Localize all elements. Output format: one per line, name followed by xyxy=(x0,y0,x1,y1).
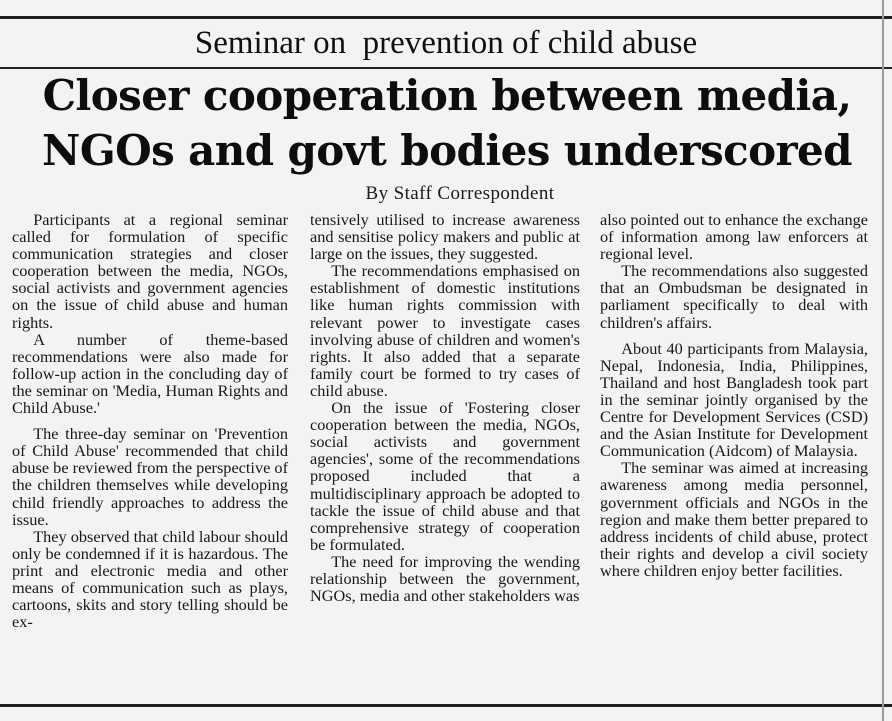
paragraph: The recommendations also suggested that an Ombudsman be designated in parliament specifically to deal with children's affairs. xyxy=(600,261,868,332)
page-edge-line xyxy=(882,0,884,721)
paragraph: also pointed out to enhance the exchange of information among law enforcers at regional level. xyxy=(600,210,868,264)
paragraph: About 40 participants from Malaysia, Nepal, Indonesia, India, Philippines, Thailand and host Bangladesh took part in the seminar jointly organised by the Centre for Development Services (CSD) and the Asian Institute for Development Communication (Aidcom) of Malaysia. xyxy=(600,338,868,461)
bottom-rule xyxy=(0,704,892,707)
top-rule xyxy=(0,16,892,19)
headline xyxy=(4,68,890,178)
paragraph: The seminar was aimed at increasing awareness among media personnel, government officials and NGOs in the region and make them better prepared to address incidents of child abuse, protect their rights and develop a civil society where children enjoy better facilities. xyxy=(600,458,868,580)
paragraph: On the issue of 'Fostering closer cooperation between the media, NGOs, social activists and government agencies', some of the recommendations proposed included that a multidisciplinary approach be adopted to tackle the issue of child abuse and that comprehensive strategy of cooperation be formulated. xyxy=(310,398,580,554)
byline: By Staff Correspondent xyxy=(365,183,555,204)
article-column-2 xyxy=(310,211,580,604)
paragraph: The three-day seminar on 'Prevention of Child Abuse' recommended that child abuse be reviewed from the perspective of the children themselves while developing child friendly approaches to address the issue. xyxy=(12,424,288,529)
kicker-title: Seminar on prevention of child abuse xyxy=(194,25,698,61)
article-column-1 xyxy=(12,211,288,630)
paragraph: Participants at a regional seminar called for formulation of specific communication strategies and closer cooperation between the media, NGOs, social activists and government agencies on the issue of child abuse and human rights. xyxy=(12,210,288,332)
paragraph: A number of theme-based recommendations were also made for follow-up action in the concluding day of the seminar on 'Media, Human Rights and Child Abuse.' xyxy=(12,329,288,418)
headline-line-1: Closer cooperation between media, xyxy=(42,71,852,120)
paragraph: The need for improving the wending relationship between the government, NGOs, media and other stakeholders was xyxy=(310,551,580,606)
article-column-3 xyxy=(600,211,868,579)
headline-line-2: NGOs and govt bodies underscored xyxy=(42,126,852,175)
paragraph: They observed that child labour should only be condemned if it is hazardous. The print and electronic media and other means of communication such as plays, cartoons, skits and story telling should be ex- xyxy=(12,526,288,632)
paragraph: tensively utilised to increase awareness and sensitise policy makers and public at large on the issues, they suggested. xyxy=(310,210,580,264)
paragraph: The recommendations emphasised on establishment of domestic institutions like human rights commission with relevant power to investigate cases involving abuse of children and women's rights. It also added that a separate family court be formed to try cases of child abuse. xyxy=(310,261,580,400)
